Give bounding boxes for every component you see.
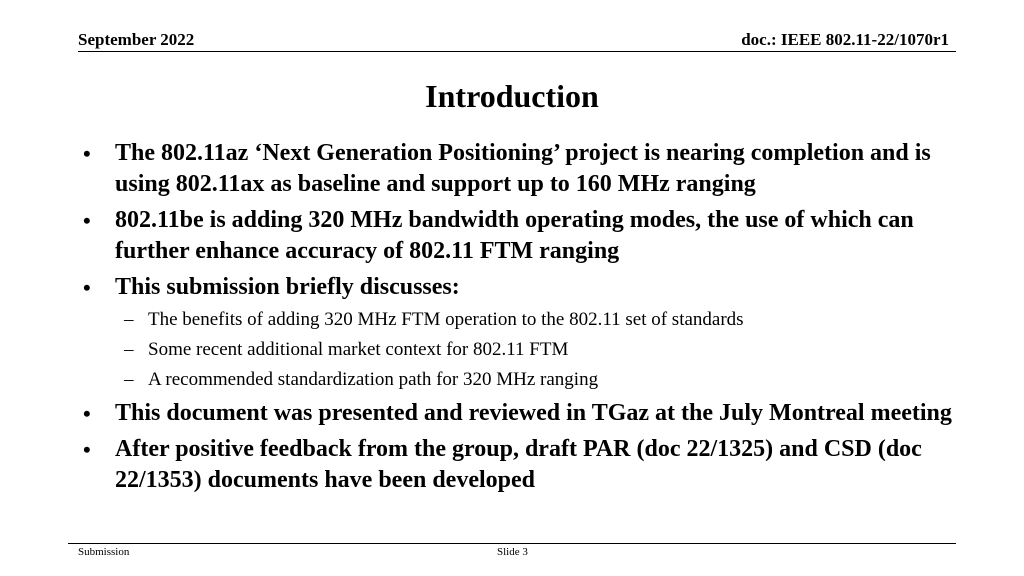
sub-bullet-item: [82, 368, 952, 392]
header-doc-id: doc.: IEEE 802.11-22/1070r1: [741, 30, 949, 49]
bullet-icon: •: [83, 141, 91, 166]
bullet-icon: •: [83, 401, 91, 426]
footer-submission: Submission: [78, 546, 130, 558]
bullet-text: This submission briefly discusses:: [115, 274, 460, 300]
dash-icon: –: [124, 309, 134, 330]
bullet-item: [82, 272, 952, 303]
bullet-text: This document was presented and reviewed in TGaz at the July Montreal meeting: [115, 400, 952, 426]
bullet-item: [82, 205, 952, 267]
bullet-icon: •: [83, 208, 91, 233]
bullet-list: [82, 138, 952, 501]
bullet-icon: •: [83, 437, 91, 462]
bullet-text: 802.11be is adding 320 MHz bandwidth operating modes, the use of which can further enhance accuracy of 802.11 FTM ranging: [115, 207, 914, 264]
dash-icon: –: [124, 369, 134, 390]
header-date: September 2022: [78, 30, 195, 49]
sub-bullet-text: The benefits of adding 320 MHz FTM operation to the 802.11 set of standards: [148, 309, 744, 330]
slide-number: Slide 3: [497, 546, 528, 558]
bullet-icon: •: [83, 275, 91, 300]
header-divider: [78, 51, 956, 52]
sub-bullet-item: [82, 308, 952, 332]
bullet-item: [82, 138, 952, 200]
dash-icon: –: [124, 339, 134, 360]
bullet-text: The 802.11az ‘Next Generation Positioning’ project is nearing completion and is using 802.11ax as baseline and support up to 160 MHz ranging: [115, 140, 931, 197]
sub-bullet-text: A recommended standardization path for 320 MHz ranging: [148, 369, 599, 390]
slide-title: Introduction: [425, 78, 599, 114]
footer-divider: [68, 543, 956, 544]
bullet-item: [82, 398, 952, 429]
bullet-text: After positive feedback from the group, draft PAR (doc 22/1325) and CSD (doc 22/1353) documents have been developed: [115, 436, 922, 493]
sub-bullet-item: [82, 338, 952, 362]
bullet-item: [82, 434, 952, 496]
sub-bullet-text: Some recent additional market context for 802.11 FTM: [148, 339, 569, 360]
